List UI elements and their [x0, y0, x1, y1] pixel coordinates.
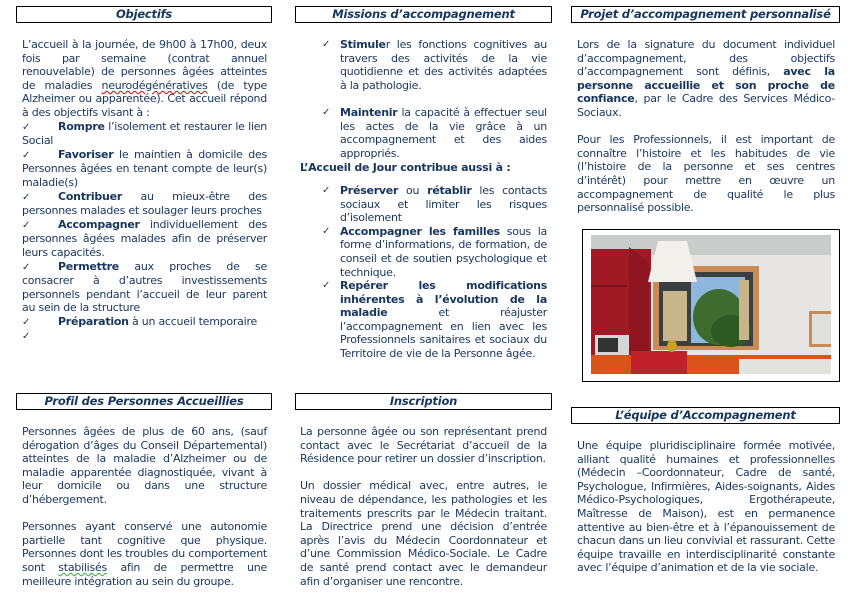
objectif-item-keyword: Favoriser [58, 147, 114, 161]
objectif-item [22, 329, 267, 344]
equipe-body [577, 439, 835, 575]
objectifs-title: Objectifs [115, 7, 173, 21]
objectifs-list [22, 120, 267, 345]
missions-list [300, 38, 547, 160]
contribue-item-keyword: Préserver [340, 183, 399, 197]
mission-item-keyword: Maintenir [340, 105, 398, 119]
inscription-paragraph-2: Un dossier médical avec, entre autres, le niveau de dépendance, les pathologies et les traitements prescrits par le Médecin traitant. La Directrice prend une décision d’entrée après l’avis du Médecin Coordonnateur et d’une Commission Médico-Sociale. Le Cadre de santé prend contact avec le demandeur afin d’organiser une rencontre. [300, 479, 547, 588]
kitchen-photo-image [591, 235, 831, 374]
objectif-item-text: à un accueil temporaire [128, 314, 257, 328]
grammar-flag: stabilisés [58, 560, 107, 574]
objectifs-body [22, 38, 267, 344]
contribue-item [300, 279, 547, 361]
objectif-item-text: l’isolement et restaurer le lien Social [22, 119, 267, 148]
objectif-item-keyword: Préparation [58, 314, 129, 328]
contribue-item-keyword: Repérer les modifications inhérentes à l’évolution de la maladie [340, 279, 547, 320]
projet-body [577, 38, 835, 215]
objectif-item-keyword: Accompagner [58, 217, 140, 231]
objectif-item-text: au mieux-être des personnes malades et soulager leurs proches [22, 189, 267, 218]
inscription-body [300, 425, 547, 588]
objectif-item [22, 120, 267, 148]
objectif-item [22, 218, 267, 260]
objectifs-intro: L’accueil à la journée, de 9h00 à 17h00, deux fois par semaine (contrat annuel renouvelable) de personnes âgées atteintes de maladies neurodégénératives (de type Alzheimer ou apparentée). Cet accueil répond à des objectifs visant à : [22, 38, 267, 119]
profil-title: Profil des Personnes Accueillies [44, 394, 244, 408]
mission-item-text: r les fonctions cognitives au travers des activités de la vie quotidienne et des activités adaptées à la pathologie. [340, 38, 547, 92]
check-icon: ✓ [322, 106, 331, 118]
check-icon: ✓ [322, 225, 331, 237]
kitchen-photo-frame [582, 229, 840, 382]
contribue-item-text: ou [398, 183, 428, 197]
check-icon: ✓ [22, 149, 31, 161]
objectif-item-text: aux proches de se consacrer à d’autres investissements personnels pendant l’accueil de leur parent au sein de la structure [22, 259, 267, 315]
objectif-item [22, 260, 267, 315]
inscription-title: Inscription [389, 394, 458, 408]
projet-paragraph-2: Pour les Professionnels, il est important de connaître l’histoire et les habitudes de vie (l’histoire de la personne et ses centres d’intérêt) pour mettre en œuvre un accompagnement de qualité le plus personnalisé possible. [577, 133, 835, 215]
missions-header [295, 6, 552, 23]
contribue-item-text: et réajuster l’accompagnement en lien avec les Professionnels sanitaires et sociaux du Territoire de vie de la Personne âgée. [340, 306, 547, 361]
missions-title: Missions d’accompagnement [332, 7, 515, 21]
objectif-item-keyword: Contribuer [58, 189, 123, 203]
mission-item-keyword: Stimule [340, 38, 386, 51]
equipe-header [571, 407, 840, 424]
check-icon: ✓ [22, 261, 31, 273]
missions-contribue: L’Accueil de Jour contribue aussi à : [300, 161, 511, 175]
equipe-title: L’équipe d’Accompagnement [615, 408, 796, 422]
profil-paragraph-1: Personnes âgées de plus de 60 ans, (sauf dérogation d’âges du Conseil Départemental) atteintes de la maladie d’Alzheimer ou de maladie apparentée diagnostiquée, vivant à leur domicile ou dans une structure d’hébergement. [22, 425, 267, 506]
objectif-item-text: le maintien à domicile des Personnes âgées en tenant compte de leur(s) maladie(s) [22, 147, 267, 189]
contribue-item-keyword: Accompagner les familles [340, 224, 500, 238]
check-icon: ✓ [22, 219, 31, 231]
contribue-item [300, 225, 547, 279]
missions-contribue-list [300, 184, 547, 361]
kitchen-photo [591, 235, 831, 374]
objectif-item [22, 315, 267, 330]
check-icon: ✓ [22, 121, 31, 133]
check-icon: ✓ [22, 316, 31, 328]
objectifs-header [16, 6, 272, 23]
projet-title: Projet d’accompagnement personnalisé [580, 7, 831, 21]
objectif-item-keyword: Permettre [58, 259, 120, 273]
contribue-item [300, 184, 547, 225]
spellcheck-flag: neurodégénératives [101, 78, 208, 92]
contribue-item-text: sous la forme d’informations, de formation, de conseil et de soutien psychologique et technique. [340, 224, 547, 279]
check-icon: ✓ [322, 280, 331, 292]
objectif-item [22, 148, 267, 190]
mission-item-text: la capacité à effectuer seul les actes de la vie grâce à un accompagnement et des aides appropriés. [340, 105, 547, 160]
spacer [300, 92, 547, 106]
check-icon: ✓ [322, 184, 331, 196]
inscription-paragraph-1: La personne âgée ou son représentant prend contact avec le Secrétariat d’accueil de la Résidence pour retirer un dossier d’inscription. [300, 425, 547, 466]
check-icon: ✓ [22, 331, 31, 343]
profil-paragraph-2: Personnes ayant conservé une autonomie partielle tant cognitive que physique. Personnes dont les troubles du comportement sont stabilisés afin de permettre une meilleure intégration au sein du groupe. [22, 520, 267, 588]
inscription-header [295, 393, 552, 410]
contribue-item-keyword: rétablir [427, 183, 472, 197]
projet-header [571, 6, 840, 23]
check-icon: ✓ [322, 39, 331, 50]
mission-item [300, 38, 547, 92]
objectif-item-text: individuellement des personnes âgées malades afin de préserver leurs capacités. [22, 217, 267, 259]
projet-paragraph-1: Lors de la signature du document individuel d’accompagnement, des objectifs d’accompagnement sont définis, avec la personne accueillie et son proche de confiance, par le Cadre des Services Médico-Sociaux. [577, 38, 835, 119]
profil-body [22, 425, 267, 588]
equipe-paragraph: Une équipe pluridisciplinaire formée motivée, alliant qualité humaines et professionnelles (Médecin –Coordonnateur, Cadre de santé, Psychologue, Infirmières, Aides-soignants, Aides Médico-Psychologiques, Ergothérapeute, Maîtresse de Maison), est en permanence attentive au bien-être et à l’épanouissement de chacun dans un lieu convivial et rassurant. Cette équipe travaille en interdisciplinarité constante avec l’équipe d’animation et de la vie sociale. [577, 439, 835, 575]
contribue-item-text: les contacts sociaux et limiter les risques d’isolement [340, 183, 547, 225]
profil-header [16, 393, 272, 410]
missions-body [300, 38, 547, 361]
objectif-item-keyword: Rompre [58, 119, 105, 133]
check-icon: ✓ [22, 191, 31, 203]
objectif-item [22, 190, 267, 218]
mission-item [300, 106, 547, 160]
